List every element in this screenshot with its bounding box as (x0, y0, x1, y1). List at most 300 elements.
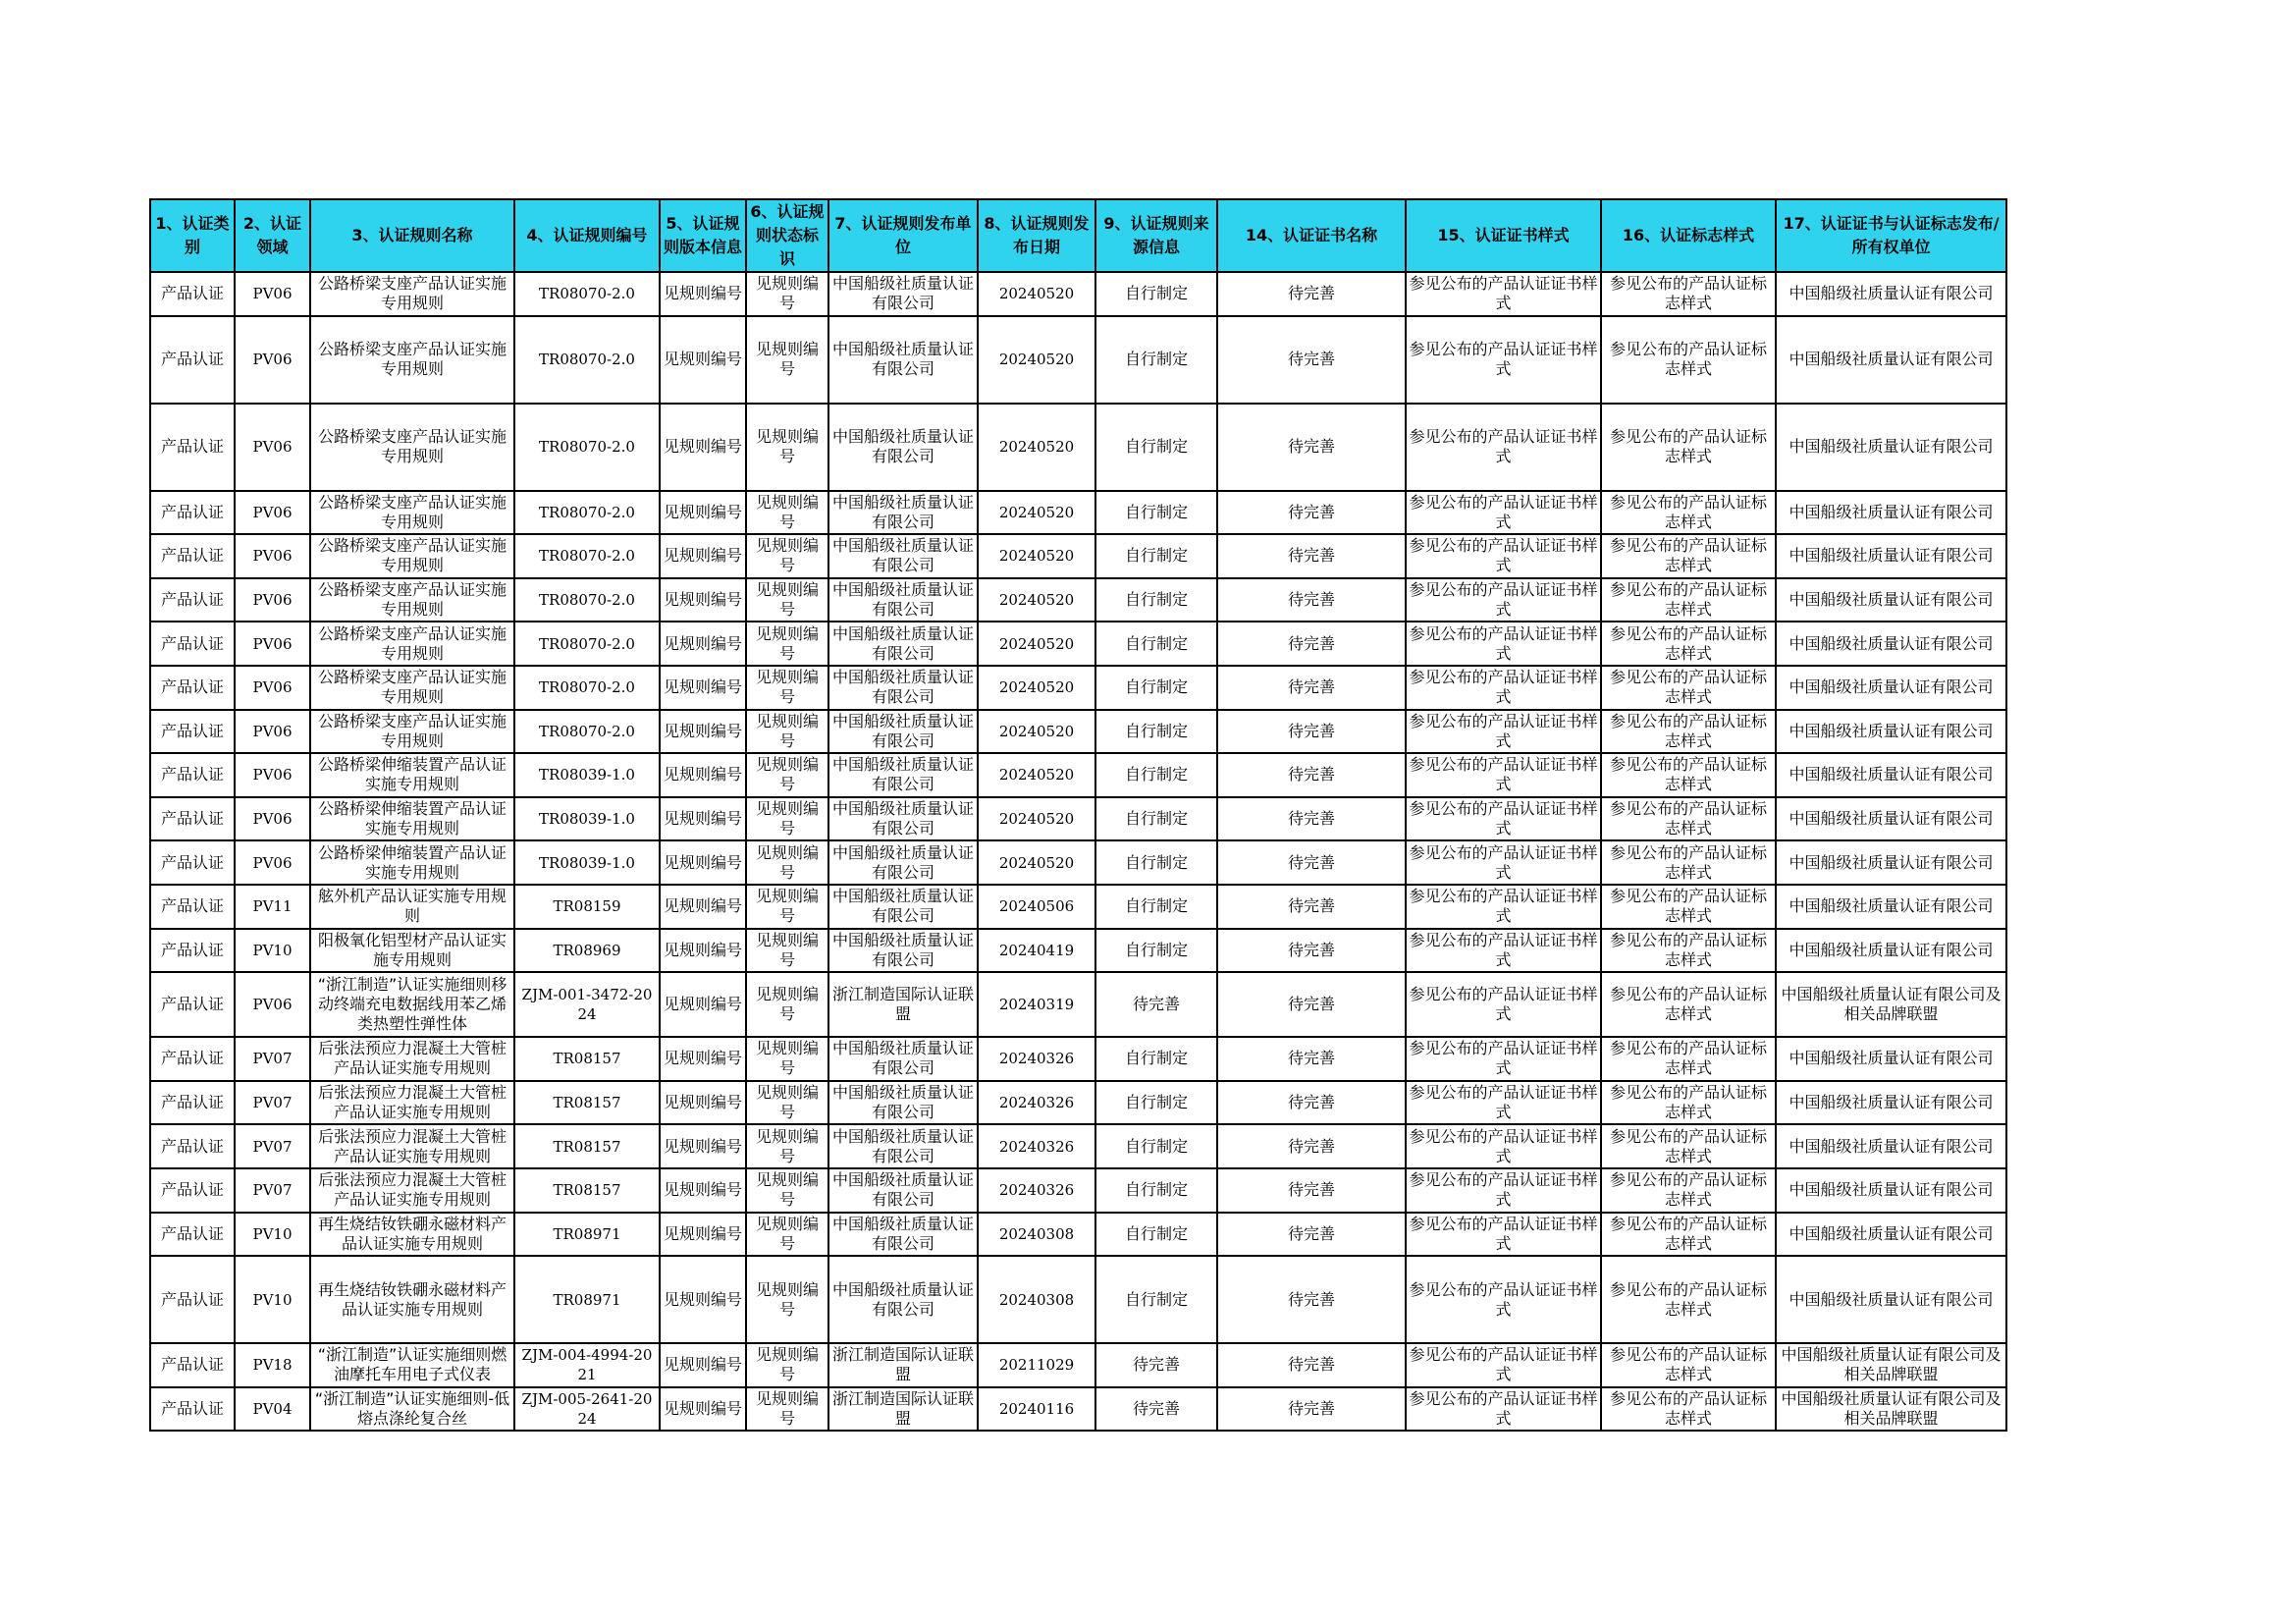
cell-text: TR08070-2.0 (539, 678, 635, 697)
table-cell (746, 1124, 828, 1168)
cell-text: TR08971 (553, 1224, 621, 1243)
column-header: 6、认证规则状态标识 (746, 199, 828, 272)
cell-text: 产品认证 (160, 590, 224, 610)
cell-text: TR08070-2.0 (539, 503, 635, 521)
cell-text: TR08157 (553, 1137, 621, 1156)
cell-text: 中国船级社质量认证有限公司 (831, 887, 974, 926)
table-cell (514, 753, 660, 797)
table-cell (1601, 666, 1776, 710)
table-cell (978, 1168, 1095, 1213)
cell-text: 产品认证 (160, 437, 224, 457)
table-cell (310, 929, 514, 973)
cell-text: 参见公布的产品认证证书样式 (1409, 427, 1598, 466)
cell-text: 见规则编号 (755, 492, 819, 531)
cell-text: 见规则编号 (755, 427, 819, 466)
cell-text: 见规则编号 (755, 930, 819, 969)
table-cell (1406, 1343, 1601, 1387)
cell-text: 中国船级社质量认证有限公司 (1789, 1180, 1994, 1200)
table-cell (235, 1387, 310, 1432)
table-cell (1095, 840, 1217, 885)
table-cell (150, 404, 235, 491)
cell-text: 见规则编号 (663, 1289, 742, 1309)
table-cell (1217, 1124, 1406, 1168)
table-cell (150, 710, 235, 754)
table-cell (1601, 929, 1776, 973)
cell-text: 阳极氧化铝型材产品认证实施专用规则 (317, 930, 507, 969)
table-cell (660, 622, 746, 666)
cell-text: 见规则编号 (663, 852, 742, 872)
table-cell (1095, 666, 1217, 710)
cell-text: PV07 (252, 1137, 293, 1156)
table-cell (746, 972, 828, 1037)
table-cell (310, 491, 514, 535)
table-cell (746, 316, 828, 404)
table-cell (310, 316, 514, 404)
table-row (150, 1387, 2006, 1432)
table-cell (1217, 972, 1406, 1037)
cell-text: 公路桥梁伸缩装置产品认证实施专用规则 (317, 799, 507, 839)
table-cell (978, 1387, 1095, 1432)
table-cell (1406, 1168, 1601, 1213)
table-cell (150, 1168, 235, 1213)
table-cell (828, 1124, 978, 1168)
table-cell (1095, 1081, 1217, 1125)
table-cell (660, 666, 746, 710)
cell-text: 20240308 (998, 1290, 1075, 1309)
table-cell (1776, 622, 2006, 666)
cell-text: 待完善 (1287, 633, 1335, 653)
table-cell (1095, 1256, 1217, 1343)
table-cell (235, 710, 310, 754)
cell-text: 中国船级社质量认证有限公司 (1789, 721, 1994, 740)
header-row (150, 199, 2006, 272)
cell-text: 见规则编号 (663, 809, 742, 829)
table-cell (1601, 1213, 1776, 1257)
cell-text: 待完善 (1132, 1355, 1180, 1375)
table-cell (1095, 578, 1217, 622)
table-cell (1095, 753, 1217, 797)
table-cell (514, 1081, 660, 1125)
table-cell (514, 404, 660, 491)
cell-text: 20240326 (998, 1050, 1075, 1068)
table-cell (1776, 797, 2006, 841)
table-cell (514, 1168, 660, 1213)
cell-text: 公路桥梁支座产品认证实施专用规则 (317, 340, 507, 379)
cell-text: ZJM-005-2641-2024 (521, 1389, 653, 1428)
cell-text: 参见公布的产品认证标志样式 (1609, 1083, 1767, 1122)
cell-text: TR08969 (553, 941, 621, 959)
table-cell (746, 534, 828, 578)
cell-text: TR08157 (553, 1050, 621, 1068)
table-cell (1217, 272, 1406, 316)
cell-text: 产品认证 (160, 1180, 224, 1200)
cell-text: 20240520 (998, 591, 1075, 610)
table-cell (1217, 753, 1406, 797)
cell-text: 自行制定 (1124, 1136, 1188, 1156)
table-cell (1601, 1256, 1776, 1343)
table-cell (1776, 1037, 2006, 1081)
table-cell (1601, 491, 1776, 535)
table-cell (828, 578, 978, 622)
cell-text: 中国船级社质量认证有限公司 (1789, 809, 1994, 829)
cell-text: ZJM-001-3472-2024 (521, 986, 653, 1024)
table-cell (1776, 1124, 2006, 1168)
table-cell (1095, 1037, 1217, 1081)
table-cell (310, 1387, 514, 1432)
cell-text: 产品认证 (160, 809, 224, 829)
table-cell (828, 316, 978, 404)
table-cell (1095, 972, 1217, 1037)
cell-text: 公路桥梁支座产品认证实施专用规则 (317, 427, 507, 466)
table-cell (310, 1081, 514, 1125)
cell-text: 20240419 (998, 941, 1075, 959)
table-cell (1601, 972, 1776, 1037)
table-cell (310, 1256, 514, 1343)
table-cell (1095, 622, 1217, 666)
cell-text: 20240326 (998, 1137, 1075, 1156)
cell-text: 20240520 (998, 285, 1075, 303)
table-cell (1776, 1213, 2006, 1257)
cell-text: 见规则编号 (755, 340, 819, 379)
table-cell (150, 1256, 235, 1343)
cell-text: TR08971 (553, 1290, 621, 1309)
cell-text: 自行制定 (1124, 1223, 1188, 1243)
table-cell (978, 272, 1095, 316)
cell-text: 中国船级社质量认证有限公司 (831, 492, 974, 531)
table-cell (150, 491, 235, 535)
table-cell (746, 753, 828, 797)
cell-text: 参见公布的产品认证证书样式 (1409, 1083, 1598, 1122)
table-cell (660, 1168, 746, 1213)
table-cell (1406, 797, 1601, 841)
cell-text: 见规则编号 (755, 985, 819, 1024)
table-cell (1217, 1081, 1406, 1125)
table-cell (150, 753, 235, 797)
cell-text: 公路桥梁支座产品认证实施专用规则 (317, 711, 507, 750)
table-cell (978, 840, 1095, 885)
table-row (150, 929, 2006, 973)
cell-text: TR08159 (553, 897, 621, 916)
cell-text: 中国船级社质量认证有限公司 (1789, 546, 1994, 566)
cell-text: 产品认证 (160, 1355, 224, 1375)
table-cell (1406, 578, 1601, 622)
cell-text: 见规则编号 (755, 1170, 819, 1210)
cell-text: 自行制定 (1124, 1289, 1188, 1309)
table-row (150, 1343, 2006, 1387)
table-cell (310, 666, 514, 710)
table-cell (235, 1081, 310, 1125)
cell-text: 参见公布的产品认证证书样式 (1409, 930, 1598, 969)
cell-text: 见规则编号 (755, 711, 819, 750)
cell-text: 参见公布的产品认证证书样式 (1409, 1214, 1598, 1253)
cell-text: 20240319 (998, 996, 1075, 1014)
cell-text: 参见公布的产品认证标志样式 (1609, 1039, 1767, 1078)
table-cell (1406, 1081, 1601, 1125)
table-row (150, 1256, 2006, 1343)
table-body (150, 272, 2006, 1431)
table-cell (150, 840, 235, 885)
cell-text: 自行制定 (1124, 852, 1188, 872)
table-cell (1217, 1343, 1406, 1387)
table-cell (746, 1387, 828, 1432)
table-cell (746, 1256, 828, 1343)
cell-text: 20240116 (998, 1399, 1075, 1418)
table-cell (828, 622, 978, 666)
cell-text: 产品认证 (160, 1093, 224, 1112)
cell-text: 待完善 (1287, 1049, 1335, 1068)
cell-text: 待完善 (1287, 1223, 1335, 1243)
table-cell (1095, 491, 1217, 535)
cell-text: 见规则编号 (755, 1279, 819, 1319)
table-cell (1601, 710, 1776, 754)
column-header: 5、认证规则版本信息 (660, 199, 746, 272)
cell-text: 自行制定 (1124, 633, 1188, 653)
cell-text: 见规则编号 (663, 896, 742, 916)
table-cell (1095, 534, 1217, 578)
cell-text: 参见公布的产品认证证书样式 (1409, 1279, 1598, 1319)
cell-text: 产品认证 (160, 852, 224, 872)
table-cell (235, 578, 310, 622)
table-cell (746, 666, 828, 710)
cell-text: 浙江制造国际认证联盟 (831, 1345, 974, 1384)
cell-text: 参见公布的产品认证证书样式 (1409, 623, 1598, 663)
cell-text: 产品认证 (160, 1136, 224, 1156)
table-cell (746, 929, 828, 973)
table-cell (1776, 885, 2006, 929)
table-cell (660, 753, 746, 797)
table-cell (1406, 710, 1601, 754)
table-cell (310, 1343, 514, 1387)
table-cell (660, 1343, 746, 1387)
table-row (150, 1081, 2006, 1125)
table-cell (514, 885, 660, 929)
table-cell (150, 1387, 235, 1432)
table-row (150, 1037, 2006, 1081)
cell-text: 参见公布的产品认证标志样式 (1609, 1388, 1767, 1428)
table-cell (828, 491, 978, 535)
table-cell (150, 534, 235, 578)
cell-text: 见规则编号 (663, 1223, 742, 1243)
column-header: 16、认证标志样式 (1601, 199, 1776, 272)
table-cell (1601, 797, 1776, 841)
table-cell (660, 1037, 746, 1081)
cell-text: 自行制定 (1124, 765, 1188, 784)
table-cell (1217, 1256, 1406, 1343)
table-cell (660, 1081, 746, 1125)
table-cell (1406, 666, 1601, 710)
cell-text: 中国船级社质量认证有限公司 (831, 536, 974, 575)
cell-text: 中国船级社质量认证有限公司 (1789, 1136, 1994, 1156)
cell-text: 公路桥梁支座产品认证实施专用规则 (317, 274, 507, 313)
cell-text: 参见公布的产品认证标志样式 (1609, 755, 1767, 794)
cell-text: 中国船级社质量认证有限公司及相关品牌联盟 (1781, 1345, 2002, 1384)
cell-text: 待完善 (1287, 1289, 1335, 1309)
table-cell (310, 1168, 514, 1213)
table-cell (1095, 885, 1217, 929)
cell-text: 见规则编号 (663, 633, 742, 653)
table-cell (310, 1124, 514, 1168)
table-cell (828, 840, 978, 885)
cell-text: 见规则编号 (663, 284, 742, 303)
table-cell (978, 491, 1095, 535)
table-cell (660, 272, 746, 316)
table-cell (514, 1124, 660, 1168)
cell-text: 参见公布的产品认证证书样式 (1409, 985, 1598, 1024)
cell-text: TR08039-1.0 (539, 766, 635, 784)
table-cell (1406, 316, 1601, 404)
cell-text: 参见公布的产品认证证书样式 (1409, 711, 1598, 750)
cell-text: 参见公布的产品认证证书样式 (1409, 492, 1598, 531)
cell-text: 公路桥梁支座产品认证实施专用规则 (317, 492, 507, 531)
table-cell (1217, 797, 1406, 841)
cell-text: 中国船级社质量认证有限公司 (1789, 633, 1994, 653)
table-cell (1601, 1124, 1776, 1168)
cell-text: ZJM-004-4994-2021 (521, 1346, 653, 1384)
cell-text: 参见公布的产品认证标志样式 (1609, 1170, 1767, 1210)
cell-text: 待完善 (1287, 896, 1335, 916)
table-cell (1217, 1213, 1406, 1257)
table-cell (1217, 1387, 1406, 1432)
cell-text: 参见公布的产品认证证书样式 (1409, 755, 1598, 794)
cell-text: 见规则编号 (663, 940, 742, 959)
table-cell (978, 622, 1095, 666)
cell-text: 参见公布的产品认证标志样式 (1609, 1345, 1767, 1384)
cell-text: 中国船级社质量认证有限公司 (831, 842, 974, 882)
table-cell (1406, 272, 1601, 316)
table-cell (1776, 578, 2006, 622)
cell-text: 产品认证 (160, 1289, 224, 1309)
cell-text: PV18 (252, 1356, 293, 1375)
cell-text: 参见公布的产品认证证书样式 (1409, 580, 1598, 620)
cell-text: 中国船级社质量认证有限公司 (1789, 852, 1994, 872)
cell-text: 中国船级社质量认证有限公司 (1789, 896, 1994, 916)
cell-text: 公路桥梁支座产品认证实施专用规则 (317, 623, 507, 663)
table-cell (978, 710, 1095, 754)
cell-text: 参见公布的产品认证证书样式 (1409, 340, 1598, 379)
cell-text: 参见公布的产品认证证书样式 (1409, 887, 1598, 926)
cell-text: 待完善 (1287, 1398, 1335, 1418)
cell-text: 参见公布的产品认证标志样式 (1609, 985, 1767, 1024)
table-cell (1217, 1037, 1406, 1081)
table-cell (828, 972, 978, 1037)
cell-text: TR08070-2.0 (539, 351, 635, 369)
table-cell (235, 1343, 310, 1387)
cell-text: 自行制定 (1124, 350, 1188, 369)
cell-text: 参见公布的产品认证证书样式 (1409, 1388, 1598, 1428)
cell-text: 见规则编号 (755, 274, 819, 313)
column-header: 1、认证类别 (150, 199, 235, 272)
cell-text: “浙江制造”认证实施细则-低熔点涤纶复合丝 (314, 1388, 510, 1428)
cell-text: 产品认证 (160, 940, 224, 959)
table-cell (978, 578, 1095, 622)
table-row (150, 710, 2006, 754)
cell-text: TR08070-2.0 (539, 438, 635, 457)
table-cell (746, 622, 828, 666)
table-cell (746, 578, 828, 622)
table-row (150, 666, 2006, 710)
table-cell (1406, 972, 1601, 1037)
table-cell (235, 491, 310, 535)
cell-text: 见规则编号 (755, 755, 819, 794)
table-cell (660, 885, 746, 929)
table-cell (310, 1037, 514, 1081)
cell-text: 产品认证 (160, 546, 224, 566)
cell-text: 浙江制造国际认证联盟 (831, 1388, 974, 1428)
table-cell (1776, 404, 2006, 491)
table-cell (978, 885, 1095, 929)
table-cell (1406, 840, 1601, 885)
cell-text: 自行制定 (1124, 1093, 1188, 1112)
table-row (150, 316, 2006, 404)
cell-text: 20240520 (998, 503, 1075, 521)
table-cell (828, 753, 978, 797)
table-row (150, 272, 2006, 316)
table-cell (1406, 404, 1601, 491)
table-cell (978, 404, 1095, 491)
table-cell (1217, 534, 1406, 578)
table-cell (310, 885, 514, 929)
table-cell (514, 1037, 660, 1081)
cell-text: PV06 (252, 853, 293, 872)
table-cell (235, 753, 310, 797)
table-cell (828, 272, 978, 316)
table-cell (1776, 316, 2006, 404)
table-cell (310, 1213, 514, 1257)
table-cell (746, 272, 828, 316)
table-row (150, 404, 2006, 491)
column-header: 14、认证证书名称 (1217, 199, 1406, 272)
cell-text: 参见公布的产品认证证书样式 (1409, 536, 1598, 575)
cell-text: 公路桥梁支座产品认证实施专用规则 (317, 668, 507, 707)
table-cell (660, 1213, 746, 1257)
cell-text: 参见公布的产品认证标志样式 (1609, 427, 1767, 466)
cell-text: 20240520 (998, 810, 1075, 829)
cell-text: PV11 (252, 897, 293, 916)
table-cell (1095, 316, 1217, 404)
cell-text: 产品认证 (160, 1049, 224, 1068)
cell-text: 待完善 (1132, 995, 1180, 1014)
cell-text: PV07 (252, 1181, 293, 1200)
cell-text: 见规则编号 (755, 668, 819, 707)
table-cell (150, 1213, 235, 1257)
table-row (150, 797, 2006, 841)
table-cell (660, 1387, 746, 1432)
cell-text: 中国船级社质量认证有限公司 (831, 1214, 974, 1253)
cell-text: PV06 (252, 351, 293, 369)
cell-text: 参见公布的产品认证标志样式 (1609, 887, 1767, 926)
cell-text: TR08070-2.0 (539, 285, 635, 303)
table-cell (828, 929, 978, 973)
cell-text: 自行制定 (1124, 809, 1188, 829)
cell-text: 中国船级社质量认证有限公司 (1789, 590, 1994, 610)
table-cell (660, 972, 746, 1037)
cell-text: TR08070-2.0 (539, 591, 635, 610)
table-cell (1406, 1037, 1601, 1081)
cell-text: PV04 (252, 1399, 293, 1418)
cell-text: 见规则编号 (663, 502, 742, 521)
cell-text: 见规则编号 (663, 1136, 742, 1156)
cell-text: 中国船级社质量认证有限公司 (831, 930, 974, 969)
cell-text: 见规则编号 (663, 765, 742, 784)
cell-text: 20240520 (998, 678, 1075, 697)
cell-text: TR08070-2.0 (539, 634, 635, 653)
table-cell (1601, 753, 1776, 797)
table-cell (828, 710, 978, 754)
table-cell (1776, 666, 2006, 710)
cell-text: 自行制定 (1124, 721, 1188, 740)
cell-text: 待完善 (1287, 546, 1335, 566)
column-header: 9、认证规则来源信息 (1095, 199, 1217, 272)
